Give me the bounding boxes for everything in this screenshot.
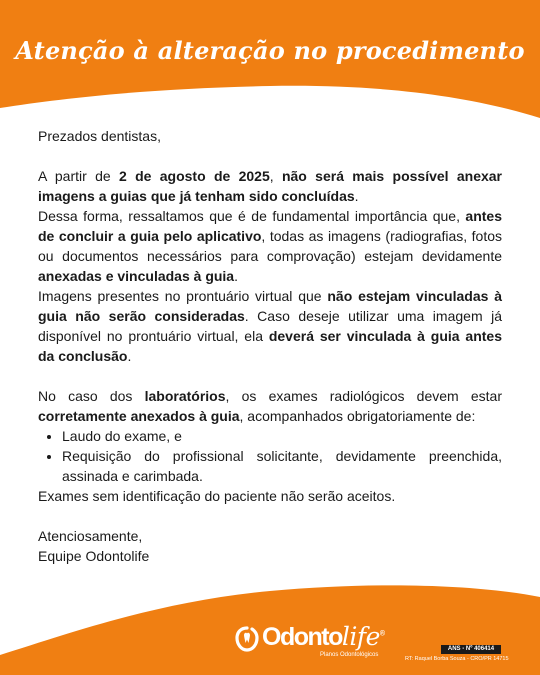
requirements-list [38,426,502,486]
paragraph-identification: Exames sem identificação do paciente não serão aceitos. [38,488,396,504]
logo-tagline: Planos Odontológicos [320,652,379,658]
paragraph-laboratories: No caso dos laboratórios, os exames radiológicos devem estar corretamente anexados à guia, acompanhados obrigatoriamente de: [38,388,502,424]
signature: Equipe Odontolife [38,548,150,564]
greeting: Prezados dentistas, [38,128,161,144]
header-orange-shape [0,0,540,130]
paragraph-date-change: A partir de 2 de agosto de 2025, não será mais possível anexar imagens a guias que já tenham sido concluídas. [38,168,503,204]
ans-badge: ANS - Nº 406414 [441,645,501,654]
technical-responsible: RT: Raquel Borba Souza - CRO/PR 14715 [405,656,509,662]
closing: Atenciosamente, [38,528,143,544]
list-item: • Laudo do exame, e [62,426,502,446]
list-item: • Requisição do profissional solicitante, devidamente preenchida, assinada e carimbada. [62,446,502,486]
odontolife-tooth-icon [234,626,260,652]
letter-body [38,126,502,566]
logo-wordmark: Odonto [262,623,342,651]
logo-registered-mark: ® [379,630,384,638]
paragraph-virtual-record: Imagens presentes no prontuário virtual que não estejam vinculadas à guia não serão consideradas. Caso deseje utilizar uma imagem já disponível no prontuário virtual, ela deverá ser vinculada à guia antes da conclusão. [38,288,502,364]
paragraph-importance: Dessa forma, ressaltamos que é de fundamental importância que, antes de concluir a guia pelo aplicativo, todas as imagens (radiografias, fotos ou documentos necessários para comprovação) estejam devidamente anexadas e vinculadas à guia. [38,208,503,284]
logo-wordmark-life: life [341,622,380,651]
page-title: Atenção à alteração no procedimento [15,36,525,65]
